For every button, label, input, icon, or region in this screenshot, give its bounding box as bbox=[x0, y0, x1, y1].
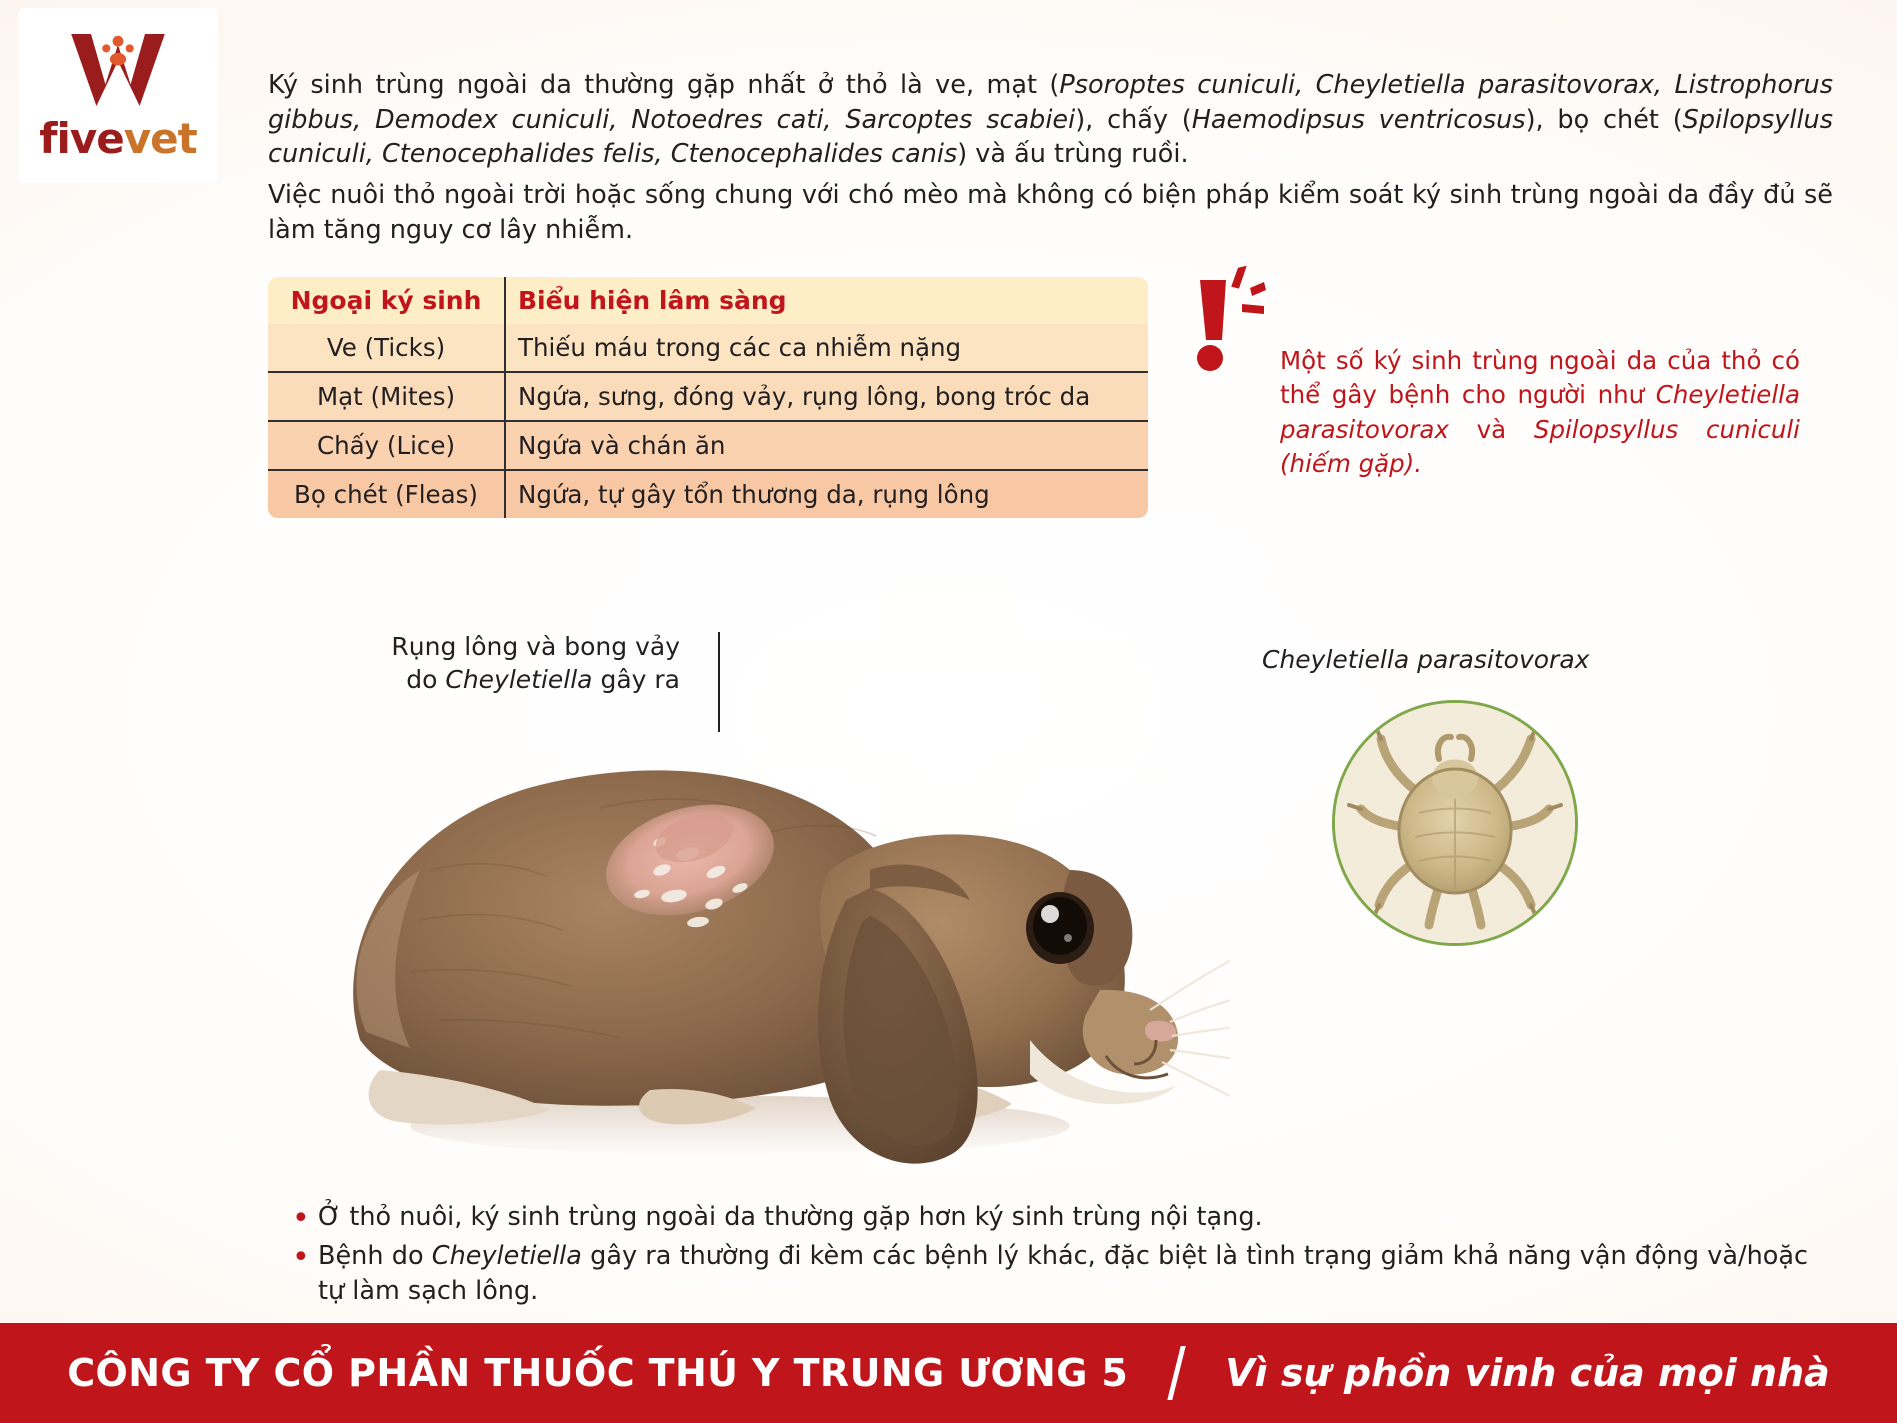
table-header-parasite: Ngoại ký sinh bbox=[268, 277, 505, 324]
table-header-signs: Biểu hiện lâm sàng bbox=[518, 286, 787, 315]
table-row bbox=[268, 324, 1148, 372]
rabbit-photo bbox=[270, 570, 1230, 1190]
table-cell-parasite: Ve (Ticks) bbox=[268, 324, 505, 372]
logo bbox=[18, 8, 218, 183]
table-cell-signs: Thiếu máu trong các ca nhiễm nặng bbox=[505, 324, 1148, 372]
mite-caption: Cheyletiella parasitovorax bbox=[1262, 645, 1590, 674]
warning-note bbox=[1180, 262, 1800, 481]
logo-word-five: five bbox=[39, 114, 124, 163]
fivevet-w-paw-logo-icon bbox=[64, 28, 172, 112]
logo-word-vet: vet bbox=[123, 114, 197, 163]
bullet-list bbox=[288, 1200, 1808, 1314]
table-cell-parasite: Mạt (Mites) bbox=[268, 372, 505, 421]
table-cell-signs: Ngứa, tự gây tổn thương da, rụng lông bbox=[518, 480, 990, 509]
intro-paragraph-1: Ký sinh trùng ngoài da thường gặp nhất ở thỏ là ve, mạt (Psoroptes cuniculi, Cheyletiella parasitovorax, Listrophorus gibbus, Demodex cuniculi, Notoedres cati, Sarcoptes scabiei), chấy (Haemodipsus ventricosus), bọ chét (Spilopsyllus cuniculi, Ctenocephalides felis, Ctenocephalides canis) và ấu trùng ruồi. bbox=[268, 70, 1833, 170]
footer-company: CÔNG TY CỔ PHẦN THUỐC THÚ Y TRUNG ƯƠNG 5 bbox=[67, 1351, 1129, 1395]
table-cell-parasite: Bọ chét (Fleas) bbox=[268, 470, 505, 518]
table-cell-signs: Ngứa, sưng, đóng vảy, rụng lông, bong tróc da bbox=[505, 372, 1148, 421]
table-cell-parasite: Chấy (Lice) bbox=[268, 421, 505, 470]
list-item: • Bệnh do Cheyletiella gây ra thường đi kèm các bệnh lý khác, đặc biệt là tình trạng giảm khả năng vận động và/hoặc tự làm sạch lông. bbox=[318, 1239, 1808, 1309]
list-item: • Ở thỏ nuôi, ký sinh trùng ngoài da thường gặp hơn ký sinh trùng nội tạng. bbox=[318, 1200, 1808, 1235]
parasite-table bbox=[268, 277, 1148, 518]
table-header-row bbox=[268, 277, 1148, 324]
intro-text bbox=[268, 68, 1833, 247]
table-row bbox=[268, 470, 1148, 518]
table-row bbox=[268, 372, 1148, 421]
callout-line-2: do Cheyletiella gây ra bbox=[406, 665, 680, 695]
mite-image bbox=[1332, 700, 1578, 946]
warning-text: Một số ký sinh trùng ngoài da của thỏ có thể gây bệnh cho người như Cheyletiella parasitovorax và Spilopsyllus cuniculi (hiếm gặp). bbox=[1280, 346, 1800, 478]
footer-divider bbox=[1168, 1346, 1186, 1400]
intro-paragraph-2: Việc nuôi thỏ ngoài trời hoặc sống chung với chó mèo mà không có biện pháp kiểm soát ký sinh trùng ngoài da đầy đủ sẽ làm tăng nguy cơ lây nhiễm. bbox=[268, 180, 1833, 245]
table-cell-signs: Ngứa và chán ăn bbox=[505, 421, 1148, 470]
logo-wordmark bbox=[39, 114, 197, 163]
footer-slogan: Vì sự phồn vinh của mọi nhà bbox=[1225, 1351, 1830, 1395]
exclamation-icon bbox=[1180, 262, 1270, 382]
callout-line-1: Rụng lông và bong vảy bbox=[391, 632, 680, 661]
footer-bar bbox=[0, 1323, 1897, 1423]
table-row bbox=[268, 421, 1148, 470]
